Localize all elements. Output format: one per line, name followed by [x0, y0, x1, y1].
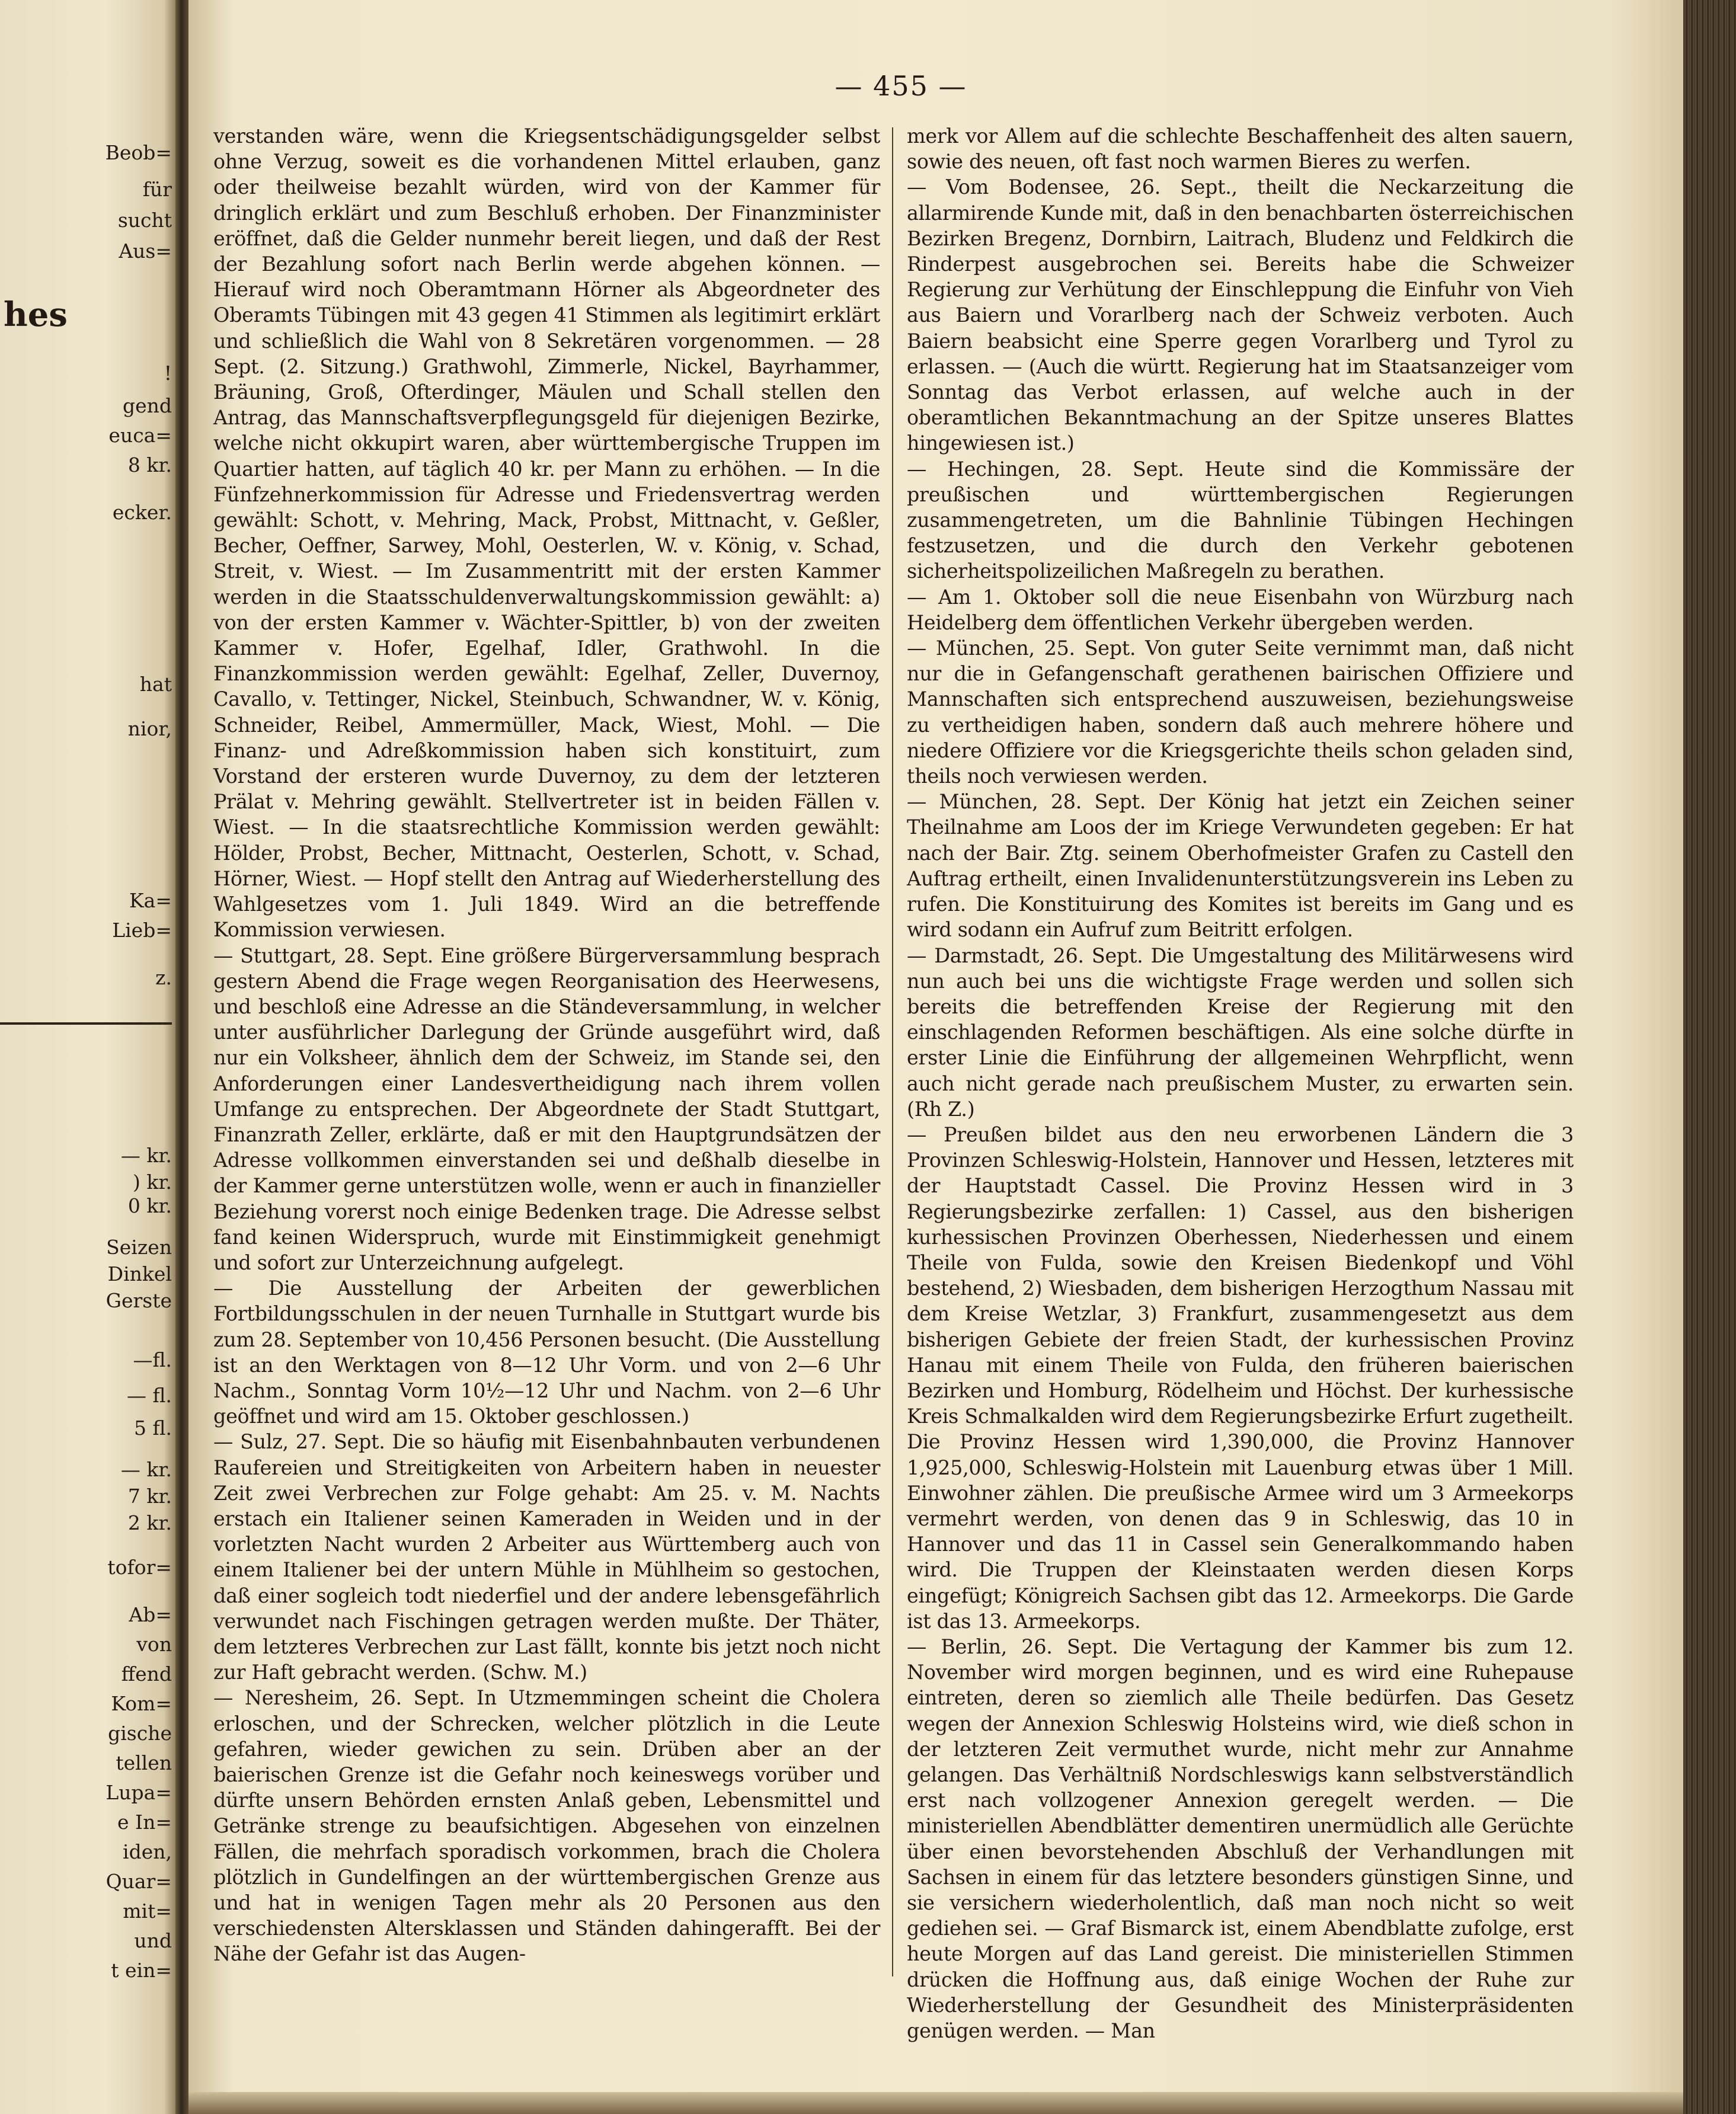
facing-page-fragment: tofor=: [107, 1556, 172, 1579]
facing-page-fragment: 7 kr.: [127, 1485, 172, 1508]
facing-page-fragment: 2 kr.: [127, 1511, 172, 1534]
facing-page-fragment: Seizen: [106, 1236, 172, 1259]
facing-page-fragment: iden,: [123, 1840, 172, 1863]
facing-page-fragment: t ein=: [111, 1959, 172, 1982]
facing-page-fragment: Ka=: [129, 889, 172, 912]
article-paragraph: — Berlin, 26. Sept. Die Vertagung der Kammer bis zum 12. November wird morgen beginnen, und es wird eine Ruhepause eintreten, deren so ziemlich alle Theile bedürfen. Das Gesetz wegen der Annexion Schleswig Holsteins wird, wie dieß schon in der letzteren Zeit vermuthet wurde, nicht mehr zur Annahme gelangen. Das Verhältniß Nordschleswigs kann selbstverständlich erst nach vollzogener Annexion geregelt werden. — Die ministeriellen Abendblätter dementiren unermüdlich alle Gerüchte über einen bevorstehenden Abschluß der Verhandlungen mit Sachsen in einem für das letztere besonders günstigen Sinne, und sie versichern wiederholentlich, daß man noch nicht so weit gediehen sei. — Graf Bismarck ist, einem Abendblatte zufolge, erst heute Morgen auf das Land gereist. Die ministeriellen Stimmen drücken die Hoffnung aus, daß einige Wochen der Ruhe zur Wiederherstellung der Gesundheit des Ministerpräsidenten genügen werden. — Man: [907, 1635, 1574, 2043]
facing-page-fragment: —fl.: [133, 1348, 172, 1371]
facing-page-fragment: — fl.: [127, 1384, 172, 1407]
article-paragraph: verstanden wäre, wenn die Kriegsentschädigungsgelder selbst ohne Verzug, soweit es die vorhandenen Mittel erlauben, ganz oder theilweise bezahlt würden, wird von der Kammer für dringlich erklärt und zum Beschluß erhoben. Der Finanzminister eröffnet, daß die Gelder nunmehr bereit liegen, und daß der Rest der Bezahlung sofort nach Berlin werde abgehen können. — Hierauf wird noch Oberamtmann Hörner als Abgeordneter des Oberamts Tübingen mit 43 gegen 41 Stimmen als legitimirt erklärt und schließlich die Wahl von 8 Sekretären vorgenommen. — 28 Sept. (2. Sitzung.) Grathwohl, Zimmerle, Nickel, Bayrhammer, Bräuning, Groß, Ofterdinger, Mäulen und Schall stellen den Antrag, das Mannschaftsverpflegungsgeld für diejenigen Bezirke, welche nicht okkupirt waren, aber württembergische Truppen im Quartier hatten, auf täglich 40 kr. per Mann zu erhöhen. — In die Fünfzehnerkommission für Adresse und Friedensvertrag werden gewählt: Schott, v. Mehring, Mack, Probst, Mittnacht, v. Geßler, Becher, Oeffner, Sarwey, Mohl, Oesterlen, W. v. König, v. Schad, Streit, v. Wiest. — Im Zusammentritt mit der ersten Kammer werden in die Staatsschuldenverwaltungskommission gewählt: a) von der ersten Kammer v. Wächter-Spittler, b) von der zweiten Kammer v. Hofer, Egelhaf, Idler, Grathwohl. In die Finanzkommission werden gewählt: Egelhaf, Zeller, Duvernoy, Cavallo, v. Tettinger, Nickel, Steinbuch, Schwandner, W. v. König, Schneider, Reibel, Ammermüller, Mack, Wiest, Mohl. — Die Finanz- und Adreßkommission haben sich konstituirt, zum Vorstand der ersteren wurde Duvernoy, zu dem der letzteren Prälat v. Mehring gewählt. Stellvertreter ist in beiden Fällen v. Wiest. — In die staatsrechtliche Kommission werden gewählt: Hölder, Probst, Becher, Mittnacht, Oesterlen, Schott, v. Schad, Hörner, Wiest. — Hopf stellt den Antrag auf Wiederherstellung des Wahlgesetzes vom 1. Juli 1849. Wird an die betreffende Kommission verwiesen.: [213, 124, 880, 942]
facing-page-fragment: tellen: [116, 1751, 172, 1774]
article-paragraph: — München, 25. Sept. Von guter Seite vernimmt man, daß nicht nur die in Gefangenschaft gerathenen bairischen Offiziere und Mannschaften sich entsprechend auszuweisen, beziehungsweise zu vertheidigen haben, sondern daß auch mehrere höhere und niedere Offiziere vor die Kriegsgerichte theils schon geladen sind, theils noch verwiesen werden.: [907, 637, 1574, 788]
facing-page-fragment: !: [164, 362, 172, 385]
facing-page-fragment: — kr.: [120, 1458, 172, 1481]
facing-page-fragment: — kr.: [120, 1144, 172, 1167]
facing-page-fragment: sucht: [117, 209, 172, 232]
facing-page-fragment: von: [136, 1633, 172, 1656]
article-paragraph: — Sulz, 27. Sept. Die so häufig mit Eisenbahnbauten verbundenen Raufereien und Streitigkeiten von Arbeitern haben in neuester Zeit zwei Verbrechen zur Folge gehabt: Am 25. v. M. Nachts erstach ein Italiener seinen Kameraden in Weiden und in der vorletzten Nacht wurden 2 Arbeiter aus Württemberg auch von einem Italiener bei der untern Mühle in Mühlheim so gestochen, daß einer sogleich todt niederfiel und der andere lebensgefährlich verwundet nach Fischingen getragen werden mußte. Der Thäter, dem letzteres Verbrechen zur Last fällt, konnte bis jetzt noch nicht zur Haft gebracht werden. (Schw. M.): [213, 1430, 880, 1684]
article-paragraph: — Hechingen, 28. Sept. Heute sind die Kommissäre der preußischen und württembergischen Regierungen zusammengetreten, um die Bahnlinie Tübingen Hechingen festzusetzen, und die durch den Verkehr gebotenen sicherheitspolizeilichen Maßregeln zu berathen.: [907, 457, 1574, 583]
facing-page-fragment: hes: [4, 295, 68, 334]
facing-page-fragment: 5 fl.: [134, 1416, 172, 1440]
facing-page-fragment: für: [142, 178, 172, 201]
article-paragraph: — Vom Bodensee, 26. Sept., theilt die Neckarzeitung die allarmirende Kunde mit, daß in den benachbarten österreichischen Bezirken Bregenz, Dornbirn, Laitrach, Bludenz und Feldkirch die Rinderpest ausgebrochen sei. Bereits habe die Schweizer Regierung zur Verhütung der Einschleppung die Einfuhr von Vieh aus Baiern und Vorarlberg nach der Schweiz verboten. Auch Baiern beabsicht eine Sperre gegen Vorarlberg und Tyrol zu erlassen. — (Auch die württ. Regierung hat im Staatsanzeiger vom Sonntag das Verbot erlassen, auf welche auch in der oberamtlichen Bekanntmachung an der Spitze unseres Blattes hingewiesen ist.): [907, 175, 1574, 455]
article-paragraph: — München, 28. Sept. Der König hat jetzt ein Zeichen seiner Theilnahme am Loos der im Kriege Verwundeten gegeben: Er hat nach der Bair. Ztg. seinem Oberhofmeister Grafen zu Castell den Auftrag ertheilt, einen Invalidenunterstützungsverein ins Leben zu rufen. Die Konstituirung des Komites ist bereits im Gang und es wird sodann ein Aufruf zum Beitritt erfolgen.: [907, 790, 1574, 942]
facing-page-fragment: 0 kr.: [127, 1194, 172, 1217]
book-gutter: [175, 0, 188, 2114]
facing-page-fragment: Lieb=: [112, 919, 172, 942]
text-column-left: [213, 123, 880, 1978]
column-divider: [892, 127, 893, 1977]
article-paragraph: — Am 1. Oktober soll die neue Eisenbahn von Würzburg nach Heidelberg dem öffentlichen Verkehr übergeben werden.: [907, 585, 1574, 634]
article-paragraph: — Die Ausstellung der Arbeiten der gewerblichen Fortbildungsschulen in der neuen Turnhalle in Stuttgart wurde bis zum 28. September von 10,456 Personen besucht. (Die Ausstellung ist an den Werktagen von 8—12 Uhr Vorm. und von 2—6 Uhr Nachm., Sonntag Vorm 10½—12 Uhr und Nachm. von 2—6 Uhr geöffnet und wird am 15. Oktober geschlossen.): [213, 1277, 880, 1428]
article-paragraph: — Neresheim, 26. Sept. In Utzmemmingen scheint die Cholera erloschen, und der Schrecken, welcher plötzlich in die Leute gefahren, wieder gewichen zu sein. Drüben aber an der baierischen Grenze ist die Gefahr noch keineswegs vorüber und dürfte unsern Behörden ernsten Anlaß geben, Lebensmittel und Getränke strenge zu beaufsichtigen. Abgesehen von einzelnen Fällen, die mehrfach sporadisch vorkommen, brach die Cholera plötzlich in Gundelfingen an der württembergischen Grenze aus und hat in wenigen Tagen mehr als 20 Personen aus den verschiedensten Altersklassen und Ständen dahingerafft. Bei der Nähe der Gefahr ist das Augen-: [213, 1686, 880, 1966]
facing-page-fragment: ffend: [121, 1662, 172, 1686]
book-bottom-edge: [188, 2092, 1683, 2114]
facing-page-rule: [0, 1022, 172, 1025]
facing-page-fragment: hat: [139, 673, 172, 696]
facing-page-fragment: e In=: [117, 1811, 172, 1834]
article-paragraph: — Preußen bildet aus den neu erworbenen Ländern die 3 Provinzen Schleswig-Holstein, Hannover und Hessen, letzteres mit der Hauptstadt Cassel. Die Provinz Hessen wird in 3 Regierungsbezirke zerfallen: 1) Cassel, aus den bisherigen kurhessischen Provinzen Oberhessen, Niederhessen und einem Theile von Fulda, sowie den Kreisen Biedenkopf und Vöhl bestehend, 2) Wiesbaden, dem bisherigen Herzogthum Nassau mit dem Kreise Wetzlar, 3) Frankfurt, zusammengesetzt aus dem bisherigen Gebiete der freien Stadt, der kurhessischen Provinz Hanau mit einem Theile von Fulda, den früheren baierischen Bezirken und Homburg, Rödelheim und Höchst. Der kurhessische Kreis Schmalkalden wird dem Regierungsbezirke Erfurt zugetheilt. Die Provinz Hessen wird 1,390,000, die Provinz Hannover 1,925,000, Schleswig-Holstein mit Lauenburg etwas über 1 Mill. Einwohner zählen. Die preußische Armee wird um 3 Armeekorps vermehrt werden, von denen das 9 in Schleswig, das 10 in Hannover und das 11 in Cassel sein Generalkommando haben wird. Die Truppen der Kleinstaaten werden diesen Korps eingefügt; Königreich Sachsen gibt das 12. Armeekorps. Die Garde ist das 13. Armeekorps.: [907, 1122, 1574, 1633]
article-paragraph: — Darmstadt, 26. Sept. Die Umgestaltung des Militärwesens wird nun auch bei uns die wichtigste Frage werden und sollen sich bereits die betreffenden Kreise der Regierung mit den einschlagenden Reformen beschäftigen. Als eine solche dürfte in erster Linie die Einführung der allgemeinen Wehrpflicht, wenn auch nicht gerade nach preußischem Muster, zu erwarten sein. (Rh Z.): [907, 944, 1574, 1121]
facing-page-fragment: 8 kr.: [127, 453, 172, 476]
article-paragraph: merk vor Allem auf die schlechte Beschaffenheit des alten sauern, sowie des neuen, oft fast noch warmen Bieres zu werfen.: [907, 124, 1574, 174]
facing-page-fragment: Beob=: [105, 141, 172, 164]
facing-page-fragment: nior,: [127, 717, 172, 740]
book-page-edges: [1683, 0, 1736, 2114]
facing-page-fragment: Aus=: [119, 239, 172, 263]
facing-page-fragment: Quar=: [105, 1870, 172, 1893]
facing-page-fragment: ) kr.: [133, 1170, 172, 1194]
facing-page-fragment: Gerste: [105, 1289, 172, 1312]
facing-page-fragment: ecker.: [112, 501, 172, 524]
text-column-right: [907, 123, 1574, 2043]
facing-page-fragment: Kom=: [111, 1692, 172, 1715]
page-number: — 455 —: [835, 70, 967, 102]
facing-page-fragment: gische: [108, 1722, 172, 1745]
article-paragraph: — Stuttgart, 28. Sept. Eine größere Bürgerversammlung besprach gestern Abend die Frage wegen Reorganisation des Heerwesens, und beschloß eine Adresse an die Ständeversammlung, in welcher unter ausführlicher Darlegung der Gründe ausgeführt wird, daß nur ein Volksheer, ähnlich dem der Schweiz, im Stande sei, den Anforderungen einer Landesvertheidigung nach ihrem vollen Umfange zu entsprechen. Der Abgeordnete der Stadt Stuttgart, Finanzrath Zeller, erklärte, daß er mit den Hauptgrundsätzen der Adresse vollkommen einverstanden sei und deßhalb dieselbe in der Kammer gerne unterstützen wolle, wenn er auch in finanzieller Beziehung vorerst noch einige Bedenken trage. Die Adresse selbst fand keinen Widerspruch, wurde mit Einstimmigkeit genehmigt und sofort zur Unterzeichnung aufgelegt.: [213, 944, 880, 1274]
facing-page-fragment: mit=: [123, 1899, 172, 1923]
facing-page-fragment: und: [134, 1929, 172, 1952]
facing-page-fragment: euca=: [108, 424, 172, 447]
facing-page-fragment: gend: [122, 394, 172, 417]
facing-page-fragment: z.: [155, 966, 172, 989]
facing-page-fragment: Dinkel: [107, 1262, 172, 1285]
facing-page-fragment: Ab=: [129, 1603, 172, 1626]
facing-page-fragment: Lupa=: [105, 1781, 172, 1804]
